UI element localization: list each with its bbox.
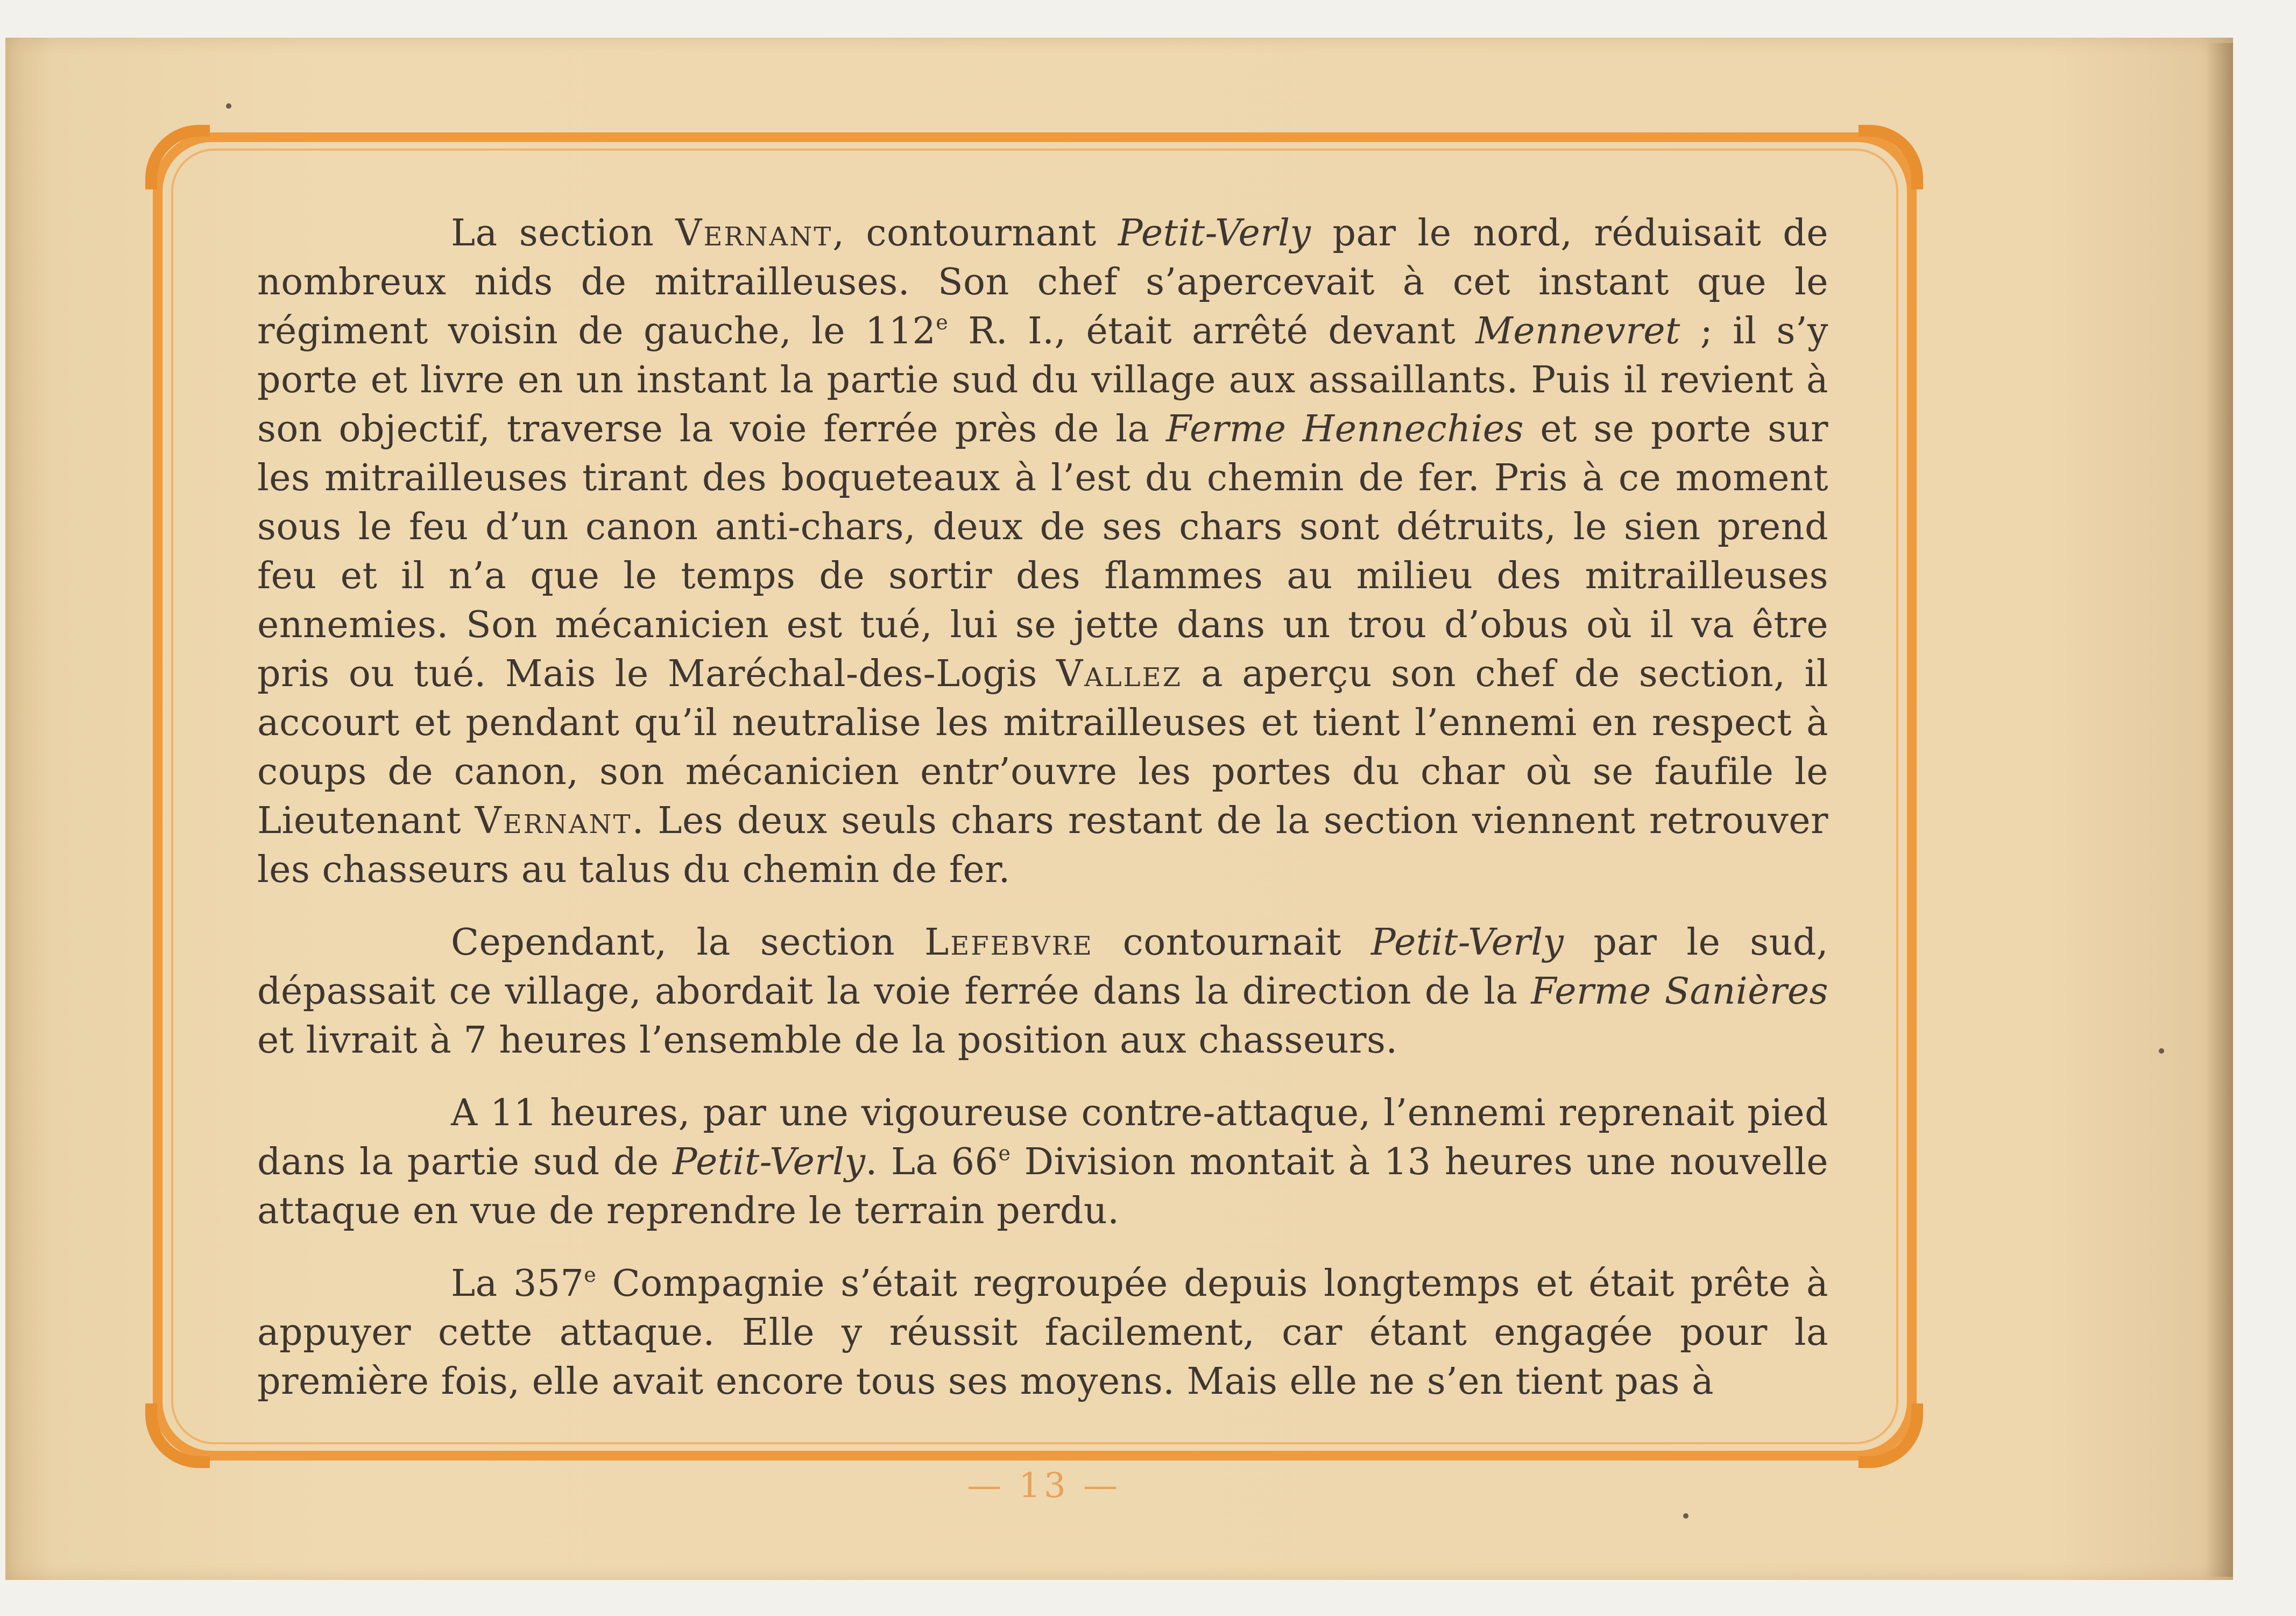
text-run: contournait — [1093, 921, 1371, 964]
text-run: Compagnie s’était regroupée depuis longtemps et était prête à appuyer cette attaque. Elle y réussit facilement, car étant engagée pour la première fois, elle avait encore tous ses moyens. Mais elle ne s’en tient pas à — [257, 1262, 1828, 1403]
paper-speck — [226, 103, 231, 109]
text-run: . Les deux seuls chars restant de la section viennent retrouver les chasseurs au talus du chemin de fer. — [257, 800, 1828, 891]
page-edge-shadow — [2206, 43, 2233, 1577]
paragraph — [257, 1259, 1828, 1406]
italic-place-name: Ferme Hennechies — [1165, 408, 1524, 450]
superscript: e — [998, 1141, 1011, 1165]
small-caps-name: Lefebvre — [924, 921, 1093, 964]
paragraph — [257, 209, 1828, 894]
italic-place-name: Petit-Verly — [672, 1141, 866, 1183]
text-run: et se porte sur les mitrailleuses tirant des boqueteaux à l’est du chemin de fer. Pris à ce moment sous le feu d’un canon anti-chars, deux de ses chars sont détruits, le sien prend feu et il n’a que le temps de sortir des flammes au milieu des mitrailleuses ennemies. Son mécanicien est tué, lui se jette dans un trou d’obus où il va être pris ou tué. Mais le Maréchal-des-Logis — [257, 408, 1828, 695]
italic-place-name: Mennevret — [1475, 310, 1680, 352]
text-run: Division montait à 13 heures une nouvelle attaque en vue de reprendre le terrain perdu. — [257, 1141, 1829, 1232]
superscript: e — [936, 311, 949, 334]
text-run: ; il s’y porte et livre en un instant la partie sud du village aux assaillants. Puis il revient à son objectif, traverse la voie ferrée près de la — [257, 310, 1828, 450]
text-run: Cependant, la section — [451, 921, 925, 964]
text-run: La section — [451, 212, 676, 255]
small-caps-name: Vernant — [475, 800, 632, 842]
paragraph — [257, 918, 1828, 1065]
text-run: par le nord, réduisait de nombreux nids de mitrailleuses. Son chef s’apercevait à cet instant que le régiment voisin de gauche, le 112 — [257, 212, 1828, 352]
paragraph — [257, 1089, 1828, 1236]
text-run: R. I., était arrêté devant — [948, 310, 1476, 352]
small-caps-name: Vernant — [675, 212, 833, 255]
text-run: . La 66 — [865, 1141, 999, 1183]
body-text — [257, 209, 1828, 1430]
text-run: a aperçu son chef de section, il accourt et pendant qu’il neutralise les mitrailleuses et tient l’ennemi en respect à coups de canon, son mécanicien entr’ouvre les portes du char où se faufile le Lieutenant — [257, 653, 1828, 842]
superscript: e — [584, 1263, 597, 1287]
page-number: — 13 — — [966, 1466, 1121, 1506]
italic-place-name: Petit-Verly — [1370, 921, 1564, 964]
text-run: La 357 — [451, 1262, 584, 1305]
italic-place-name: Ferme Sanières — [1531, 970, 1828, 1013]
text-run: , contournant — [832, 212, 1118, 255]
paper-speck — [2159, 1048, 2164, 1054]
text-run: par le sud, dépassait ce village, abordait la voie ferrée dans la direction de la — [257, 921, 1829, 1013]
text-run: A 11 heures, par une vigoureuse contre-attaque, l’ennemi reprenait pied dans la partie sud de — [257, 1092, 1828, 1183]
paper-speck — [1683, 1513, 1689, 1519]
text-run: et livrait à 7 heures l’ensemble de la position aux chasseurs. — [257, 1019, 1398, 1062]
italic-place-name: Petit-Verly — [1118, 212, 1311, 255]
small-caps-name: Vallez — [1056, 653, 1182, 695]
